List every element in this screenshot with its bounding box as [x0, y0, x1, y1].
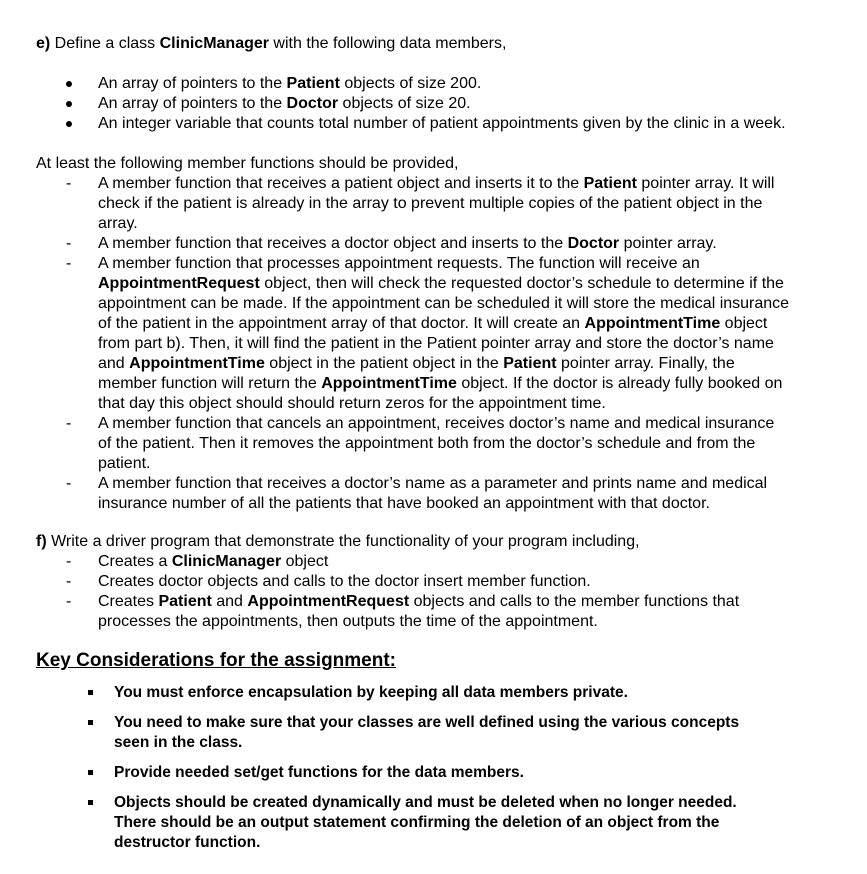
- dash-marker: -: [66, 415, 72, 432]
- function-item-cont: of the patient. Then it removes the appointment both from the doctor’s schedule and from the: [98, 435, 756, 452]
- consideration-item: Provide needed set/get functions for the data members.: [114, 764, 524, 781]
- function-item: A member function that receives a doctor object and inserts to the Doctor pointer array.: [98, 235, 717, 252]
- dash-marker: -: [66, 255, 72, 272]
- function-item-cont: appointment can be made. If the appointment can be scheduled it will store the medical insurance: [98, 295, 790, 312]
- dash-marker: -: [66, 573, 72, 590]
- square-bullet-icon: [88, 720, 93, 725]
- dash-marker: -: [66, 235, 72, 252]
- function-item: A member function that cancels an appointment, receives doctor’s name and medical insurance: [98, 415, 775, 432]
- data-member-item: An integer variable that counts total number of patient appointments given by the clinic in a week.: [98, 115, 786, 132]
- data-member-item: An array of pointers to the Doctor objects of size 20.: [98, 95, 471, 112]
- function-item: A member function that receives a patient object and inserts it to the Patient pointer array. It will: [98, 175, 775, 192]
- bullet-icon: [66, 101, 72, 107]
- function-item-cont: AppointmentRequest object, then will check the requested doctor’s schedule to determine if the: [98, 275, 784, 292]
- function-item-cont: of the patient in the appointment array of that doctor. It will create an AppointmentTime object: [98, 315, 768, 332]
- function-item-cont: that day this object should should return zeros for the appointment time.: [98, 395, 606, 412]
- consideration-item: You need to make sure that your classes are well defined using the various concepts: [114, 714, 740, 731]
- consideration-item-cont: destructor function.: [114, 834, 261, 851]
- dash-marker: -: [66, 593, 72, 610]
- section-f-intro: f) Write a driver program that demonstrate the functionality of your program including,: [36, 533, 640, 550]
- function-item-cont: and AppointmentTime object in the patient object in the Patient pointer array. Finally, the: [98, 355, 735, 372]
- dash-marker: -: [66, 553, 72, 570]
- function-item-cont: insurance number of all the patients that have booked an appointment with that doctor.: [98, 495, 710, 512]
- data-member-item: An array of pointers to the Patient objects of size 200.: [98, 75, 482, 92]
- driver-item: Creates a ClinicManager object: [98, 553, 329, 570]
- square-bullet-icon: [88, 690, 93, 695]
- dash-marker: -: [66, 175, 72, 192]
- driver-item: Creates Patient and AppointmentRequest objects and calls to the member functions that: [98, 593, 740, 610]
- consideration-item: Objects should be created dynamically and must be deleted when no longer needed.: [114, 794, 737, 811]
- function-item-cont: from part b). Then, it will find the patient in the Patient pointer array and store the doctor’s name: [98, 335, 774, 352]
- consideration-item-cont: seen in the class.: [114, 734, 243, 751]
- bullet-icon: [66, 81, 72, 87]
- functions-intro: At least the following member functions should be provided,: [36, 155, 459, 172]
- function-item-cont: check if the patient is already in the array to prevent multiple copies of the patient object in the: [98, 195, 763, 212]
- square-bullet-icon: [88, 800, 93, 805]
- driver-item: Creates doctor objects and calls to the doctor insert member function.: [98, 573, 591, 590]
- key-considerations-heading: Key Considerations for the assignment:: [36, 650, 397, 671]
- section-e-intro: e) Define a class ClinicManager with the following data members,: [36, 35, 507, 52]
- function-item-cont: patient.: [98, 455, 151, 472]
- consideration-item: You must enforce encapsulation by keeping all data members private.: [114, 684, 628, 701]
- square-bullet-icon: [88, 770, 93, 775]
- driver-item-cont: processes the appointments, then outputs the time of the appointment.: [98, 613, 598, 630]
- consideration-item-cont: There should be an output statement confirming the deletion of an object from the: [114, 814, 720, 831]
- bullet-icon: [66, 121, 72, 127]
- function-item: A member function that processes appointment requests. The function will receive an: [98, 255, 700, 272]
- dash-marker: -: [66, 475, 72, 492]
- function-item-cont: member function will return the AppointmentTime object. If the doctor is already fully booked on: [98, 375, 783, 392]
- function-item-cont: array.: [98, 215, 138, 232]
- function-item: A member function that receives a doctor’s name as a parameter and prints name and medical: [98, 475, 768, 492]
